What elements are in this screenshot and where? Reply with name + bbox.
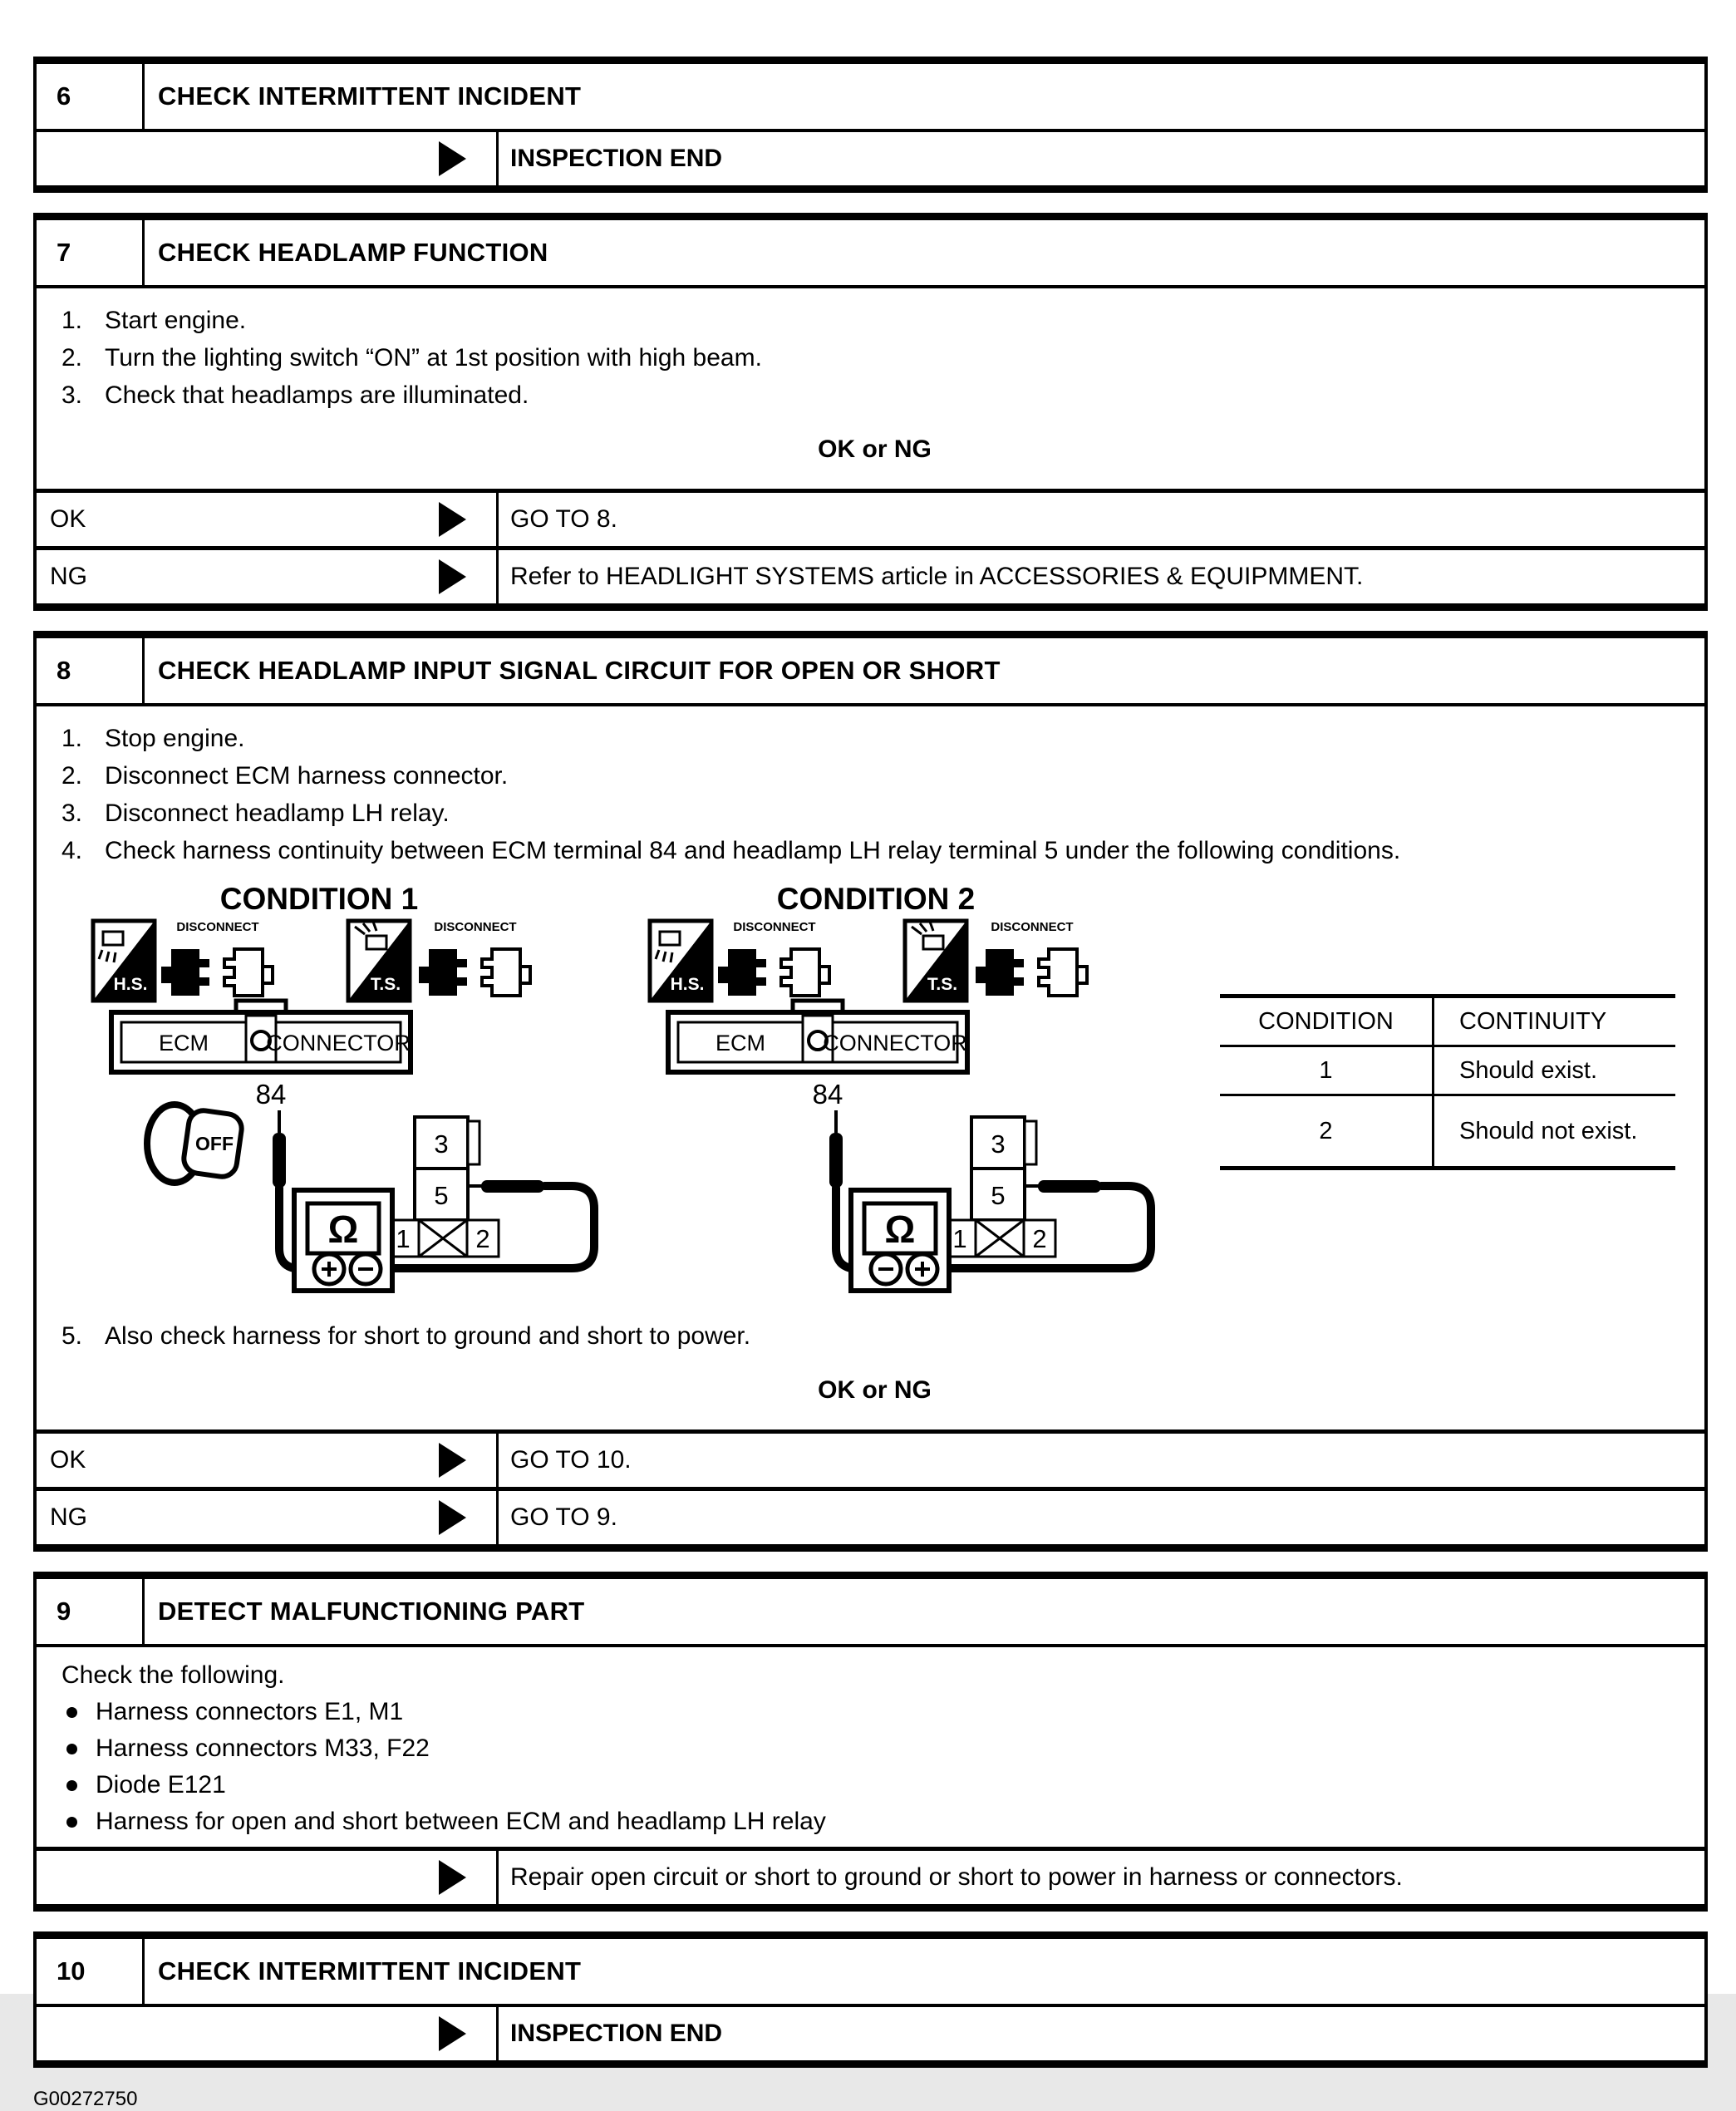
instruction-number: 3. xyxy=(61,800,83,827)
continuity-table xyxy=(1220,994,1675,1170)
procedure-step-10 xyxy=(33,1931,1708,2068)
list-item-text: Harness for open and short between ECM and headlamp LH relay xyxy=(96,1808,826,1835)
relay-terminal-block xyxy=(944,1117,1101,1257)
ignition-key-off-icon xyxy=(147,1105,243,1183)
instruction-text: Disconnect ECM harness connector. xyxy=(105,762,509,790)
instruction-text: Also check harness for short to ground and short to power. xyxy=(105,1322,751,1350)
result-row xyxy=(37,2007,1704,2060)
ecm-label: ECM xyxy=(716,1031,765,1056)
ecm-label: ECM xyxy=(159,1031,209,1056)
instruction-text: Check that headlamps are illuminated. xyxy=(105,381,529,409)
step-body xyxy=(37,1647,1704,1847)
key-position-label: OFF xyxy=(195,1133,234,1154)
right-arrow-icon xyxy=(439,141,466,176)
result-label: OK xyxy=(50,505,86,533)
instruction-number: 1. xyxy=(61,725,83,752)
connector-label: CONNECTOR xyxy=(266,1031,411,1056)
right-arrow-icon xyxy=(439,2016,466,2051)
result-label-cell xyxy=(37,132,499,185)
svg-text:DISCONNECT: DISCONNECT xyxy=(733,920,816,934)
svg-text:T.S.: T.S. xyxy=(370,975,401,994)
right-arrow-icon xyxy=(439,1500,466,1535)
step-number: 9 xyxy=(37,1579,145,1644)
result-label-cell xyxy=(37,1491,499,1544)
svg-text:DISCONNECT: DISCONNECT xyxy=(434,920,517,934)
continuity-table-header-condition: CONDITION xyxy=(1258,1007,1394,1035)
svg-text:H.S.: H.S. xyxy=(670,975,705,994)
continuity-value: Should not exist. xyxy=(1434,1095,1676,1169)
condition-2-title: CONDITION 2 xyxy=(776,882,976,916)
instruction-text: Turn the lighting switch “ON” at 1st position with high beam. xyxy=(105,344,762,372)
condition-1-diagram xyxy=(61,878,610,1297)
right-arrow-icon xyxy=(439,1443,466,1478)
ok-or-ng-label: OK or NG xyxy=(818,1376,932,1404)
disconnect-icon xyxy=(976,920,1087,996)
instruction-text: Check harness continuity between ECM terminal 84 and headlamp LH relay terminal 5 under the following conditions. xyxy=(105,837,1401,864)
step-header xyxy=(37,64,1704,132)
relay-pin-2: 2 xyxy=(475,1224,490,1253)
condition-2-diagram xyxy=(618,878,1167,1297)
step-header xyxy=(37,638,1704,706)
probe xyxy=(829,1133,843,1188)
ohmmeter xyxy=(851,1190,949,1291)
result-label: OK xyxy=(50,1446,86,1474)
right-arrow-icon xyxy=(439,1860,466,1895)
list-item-text: Harness connectors M33, F22 xyxy=(96,1735,430,1762)
relay-pin-1: 1 xyxy=(396,1224,411,1253)
step-title: DETECT MALFUNCTIONING PART xyxy=(158,1597,585,1626)
plus-terminal-icon xyxy=(907,1254,937,1284)
ecm-terminal-label: 84 xyxy=(255,1079,287,1110)
step-number: 10 xyxy=(37,1939,145,2004)
list-item-text: Diode E121 xyxy=(96,1771,226,1799)
relay-pin-2: 2 xyxy=(1032,1224,1047,1253)
procedure-step-6 xyxy=(33,57,1708,193)
instruction-number: 2. xyxy=(61,344,83,372)
result-label: NG xyxy=(50,563,87,590)
procedure-step-7 xyxy=(33,213,1708,611)
step-body xyxy=(37,706,1704,1429)
result-row xyxy=(37,1847,1704,1904)
bullet-icon xyxy=(66,1780,77,1791)
step-title: CHECK HEADLAMP FUNCTION xyxy=(158,238,548,267)
table-row xyxy=(1220,1046,1675,1095)
ecm-connector-box xyxy=(111,1001,411,1072)
step-title: CHECK HEADLAMP INPUT SIGNAL CIRCUIT FOR OPEN OR SHORT xyxy=(158,656,1001,685)
condition-value: 1 xyxy=(1319,1056,1333,1084)
ohm-symbol: Ω xyxy=(327,1208,359,1251)
bullet-icon xyxy=(66,1707,77,1718)
result-row xyxy=(37,132,1704,185)
step-body xyxy=(37,288,1704,489)
instruction-line xyxy=(61,720,1688,757)
ohm-symbol: Ω xyxy=(884,1208,916,1251)
minus-terminal-icon xyxy=(351,1254,381,1284)
relay-pin-5: 5 xyxy=(991,1181,1006,1210)
result-label-cell xyxy=(37,493,499,546)
step-number: 8 xyxy=(37,638,145,703)
instruction-text: Start engine. xyxy=(105,307,247,334)
relay-pin-1: 1 xyxy=(952,1224,967,1253)
step-header xyxy=(37,1579,1704,1647)
list-item xyxy=(61,1730,1688,1767)
instruction-line xyxy=(61,795,1688,832)
step-header xyxy=(37,1939,1704,2007)
condition-1-title: CONDITION 1 xyxy=(219,882,419,916)
condition-value: 2 xyxy=(1319,1117,1333,1144)
svg-text:T.S.: T.S. xyxy=(927,975,958,994)
intro-text: Check the following. xyxy=(61,1661,285,1689)
plus-terminal-icon xyxy=(314,1254,344,1284)
step-title: CHECK INTERMITTENT INCIDENT xyxy=(158,81,582,111)
svg-text:DISCONNECT: DISCONNECT xyxy=(176,920,259,934)
bullet-icon xyxy=(66,1817,77,1828)
result-label-cell xyxy=(37,1434,499,1487)
instruction-line xyxy=(61,832,1688,869)
ecm-connector-box xyxy=(668,1001,967,1072)
continuity-table-header-continuity: CONTINUITY xyxy=(1434,996,1676,1046)
instruction-number: 2. xyxy=(61,762,83,790)
step-number: 6 xyxy=(37,64,145,129)
relay-terminal-block xyxy=(387,1117,544,1257)
ts-icon xyxy=(348,921,410,1001)
right-arrow-icon xyxy=(439,559,466,594)
ok-or-ng-label: OK or NG xyxy=(818,435,932,463)
ecm-terminal-label: 84 xyxy=(812,1079,843,1110)
right-arrow-icon xyxy=(439,502,466,537)
svg-text:H.S.: H.S. xyxy=(113,975,148,994)
ts-icon xyxy=(905,921,966,1001)
result-label-cell xyxy=(37,1851,499,1904)
procedure-step-9 xyxy=(33,1572,1708,1912)
ohmmeter xyxy=(294,1190,392,1291)
instruction-text: Stop engine. xyxy=(105,725,245,752)
step-header xyxy=(37,220,1704,288)
instruction-number: 5. xyxy=(61,1322,83,1350)
instruction-number: 1. xyxy=(61,307,83,334)
list-item xyxy=(61,1803,1688,1840)
result-label-cell xyxy=(37,2007,499,2060)
disconnect-icon xyxy=(419,920,530,996)
instruction-number: 3. xyxy=(61,381,83,409)
list-item xyxy=(61,1767,1688,1803)
instruction-line xyxy=(61,1317,1688,1355)
result-row-ok xyxy=(37,489,1704,546)
list-item xyxy=(61,1694,1688,1730)
result-action: Repair open circuit or short to ground or short to power in harness or connectors. xyxy=(510,1863,1403,1891)
list-item-text: Harness connectors E1, M1 xyxy=(96,1698,404,1725)
result-action: Refer to HEADLIGHT SYSTEMS article in ACCESSORIES & EQUIPMMENT. xyxy=(510,563,1364,590)
continuity-value: Should exist. xyxy=(1434,1046,1676,1095)
instruction-line xyxy=(61,757,1688,795)
probe xyxy=(273,1133,286,1188)
result-label: NG xyxy=(50,1503,87,1531)
relay-pin-5: 5 xyxy=(434,1181,449,1210)
result-label-cell xyxy=(37,550,499,603)
result-action: INSPECTION END xyxy=(510,2020,723,2047)
result-row-ng xyxy=(37,1487,1704,1544)
hs-icon xyxy=(93,921,155,1001)
bullet-icon xyxy=(66,1744,77,1754)
result-row-ng xyxy=(37,546,1704,603)
step-title: CHECK INTERMITTENT INCIDENT xyxy=(158,1956,582,1986)
result-action: INSPECTION END xyxy=(510,145,723,172)
table-row xyxy=(1220,1095,1675,1169)
hs-icon xyxy=(650,921,711,1001)
instruction-line xyxy=(61,302,1688,339)
instruction-line xyxy=(61,339,1688,376)
result-action: GO TO 8. xyxy=(510,505,617,533)
relay-pin-3: 3 xyxy=(434,1129,449,1159)
instruction-text: Disconnect headlamp LH relay. xyxy=(105,800,450,827)
minus-terminal-icon xyxy=(871,1254,901,1284)
result-action: GO TO 9. xyxy=(510,1503,617,1531)
disconnect-icon xyxy=(718,920,829,996)
instruction-line xyxy=(61,376,1688,414)
probe xyxy=(481,1180,544,1193)
probe xyxy=(1038,1180,1101,1193)
result-row-ok xyxy=(37,1429,1704,1487)
result-action: GO TO 10. xyxy=(510,1446,632,1474)
disconnect-icon xyxy=(161,920,273,996)
instruction-number: 4. xyxy=(61,837,83,864)
relay-pin-3: 3 xyxy=(991,1129,1006,1159)
procedure-step-8 xyxy=(33,631,1708,1552)
continuity-check-diagram xyxy=(61,878,1688,1306)
svg-text:DISCONNECT: DISCONNECT xyxy=(991,920,1074,934)
connector-label: CONNECTOR xyxy=(823,1031,967,1056)
figure-code: G00272750 xyxy=(33,2088,138,2110)
step-number: 7 xyxy=(37,220,145,285)
